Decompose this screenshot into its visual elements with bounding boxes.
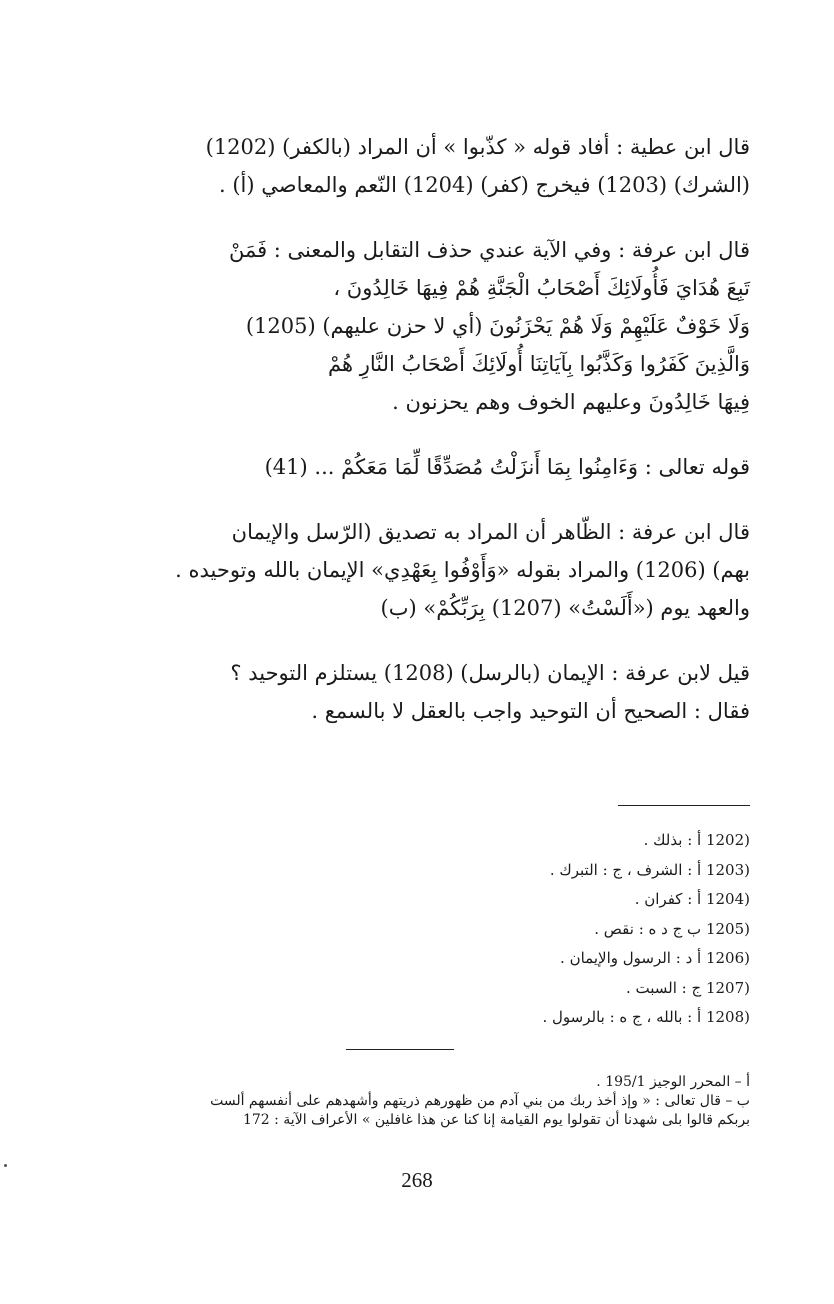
variant-note: (1202 أ : بذلك . [643,831,750,849]
text-line: وَالَّذِينَ كَفَرُوا وَكَذَّبُوا بِآيَاتِنَا أُولَائِكَ أَصْحَابُ النَّارِ هُمْ [328,352,750,376]
text-line: وَلَا خَوْفٌ عَلَيْهِمْ وَلَا هُمْ يَحْزَنُونَ (أي لا حزن عليهم) (1205) [245,314,750,338]
reference-note: أ – المحرر الوجيز 195/1 . [596,1074,750,1090]
variant-note: (1208 أ : بالله ، ج ه : بالرسول . [542,1008,750,1026]
paragraph-question-tawhid [70,654,750,730]
text-line: بهم) (1206) والمراد بقوله «وَأَوْفُوا بِعَهْدِي» الإيمان بالله وتوحيده . [175,558,750,582]
text-line: قوله تعالى : وَءَامِنُوا بِمَا أَنزَلْتُ مُصَدِّقًا لِّمَا مَعَكُمْ ... (41) [264,455,750,479]
page-number: 268 [401,1168,433,1192]
variant-note: (1205 ب ج د ه : نقص . [594,919,750,938]
margin-speck [4,1164,7,1167]
text-line: قيل لابن عرفة : الإيمان (بالرسل) (1208) يستلزم التوحيد ؟ [230,661,750,685]
text-line: قال ابن عرفة : وفي الآية عندي حذف التقابل والمعنى : فَمَنْ [228,238,750,262]
text-line: والعهد يوم («أَلَسْتُ» (1207) بِرَبِّكُمْ» (ب) [380,596,750,620]
variant-note: (1203 أ : الشرف ، ج : التبرك . [549,860,750,879]
footnote-divider [618,805,750,806]
text-line: قال ابن عرفة : الظّاهر أن المراد به تصديق (الرّسل والإيمان [231,520,750,544]
paragraph-ibn-atiyya [70,128,750,204]
reference-divider [346,1049,454,1050]
variant-note: (1207 ج : السبت . [626,978,750,997]
paragraph-ibn-arafa-tasdiq [70,513,750,627]
text-line: فقال : الصحيح أن التوحيد واجب بالعقل لا بالسمع . [311,699,750,723]
text-line: تَبِعَ هُدَايَ فَأُولَائِكَ أَصْحَابُ الْجَنَّةِ هُمْ فِيهَا خَالِدُونَ ، [333,276,750,300]
main-text [70,128,750,757]
reference-notes [70,1073,750,1130]
text-line: قال ابن عطية : أفاد قوله « كذّبوا » أن المراد (بالكفر) (1202) [205,135,750,159]
text-line: (الشرك) (1203) فيخرج (كفر) (1204) النّعم والمعاصي (أ) . [219,173,750,197]
variant-note: (1206 أ د : الرسول والإيمان . [560,949,750,967]
paragraph-verse-41 [70,448,750,486]
variant-note: (1204 أ : كفران . [634,890,750,908]
text-line: فِيهَا خَالِدُونَ وعليهم الخوف وهم يحزنون . [392,390,750,414]
reference-note: ب – قال تعالى : « وإذ أخذ ربك من بني آدم من ظهورهم ذريتهم وأشهدهم على أنفسهم ألست [210,1093,750,1109]
reference-note: بربكم قالوا بلى شهدنا أن تقولوا يوم القيامة إنا كنا عن هذا غافلين » الأعراف الآية : 172 [242,1112,750,1128]
variant-notes-list [542,826,750,1033]
paragraph-ibn-arafa-verse [70,231,750,421]
